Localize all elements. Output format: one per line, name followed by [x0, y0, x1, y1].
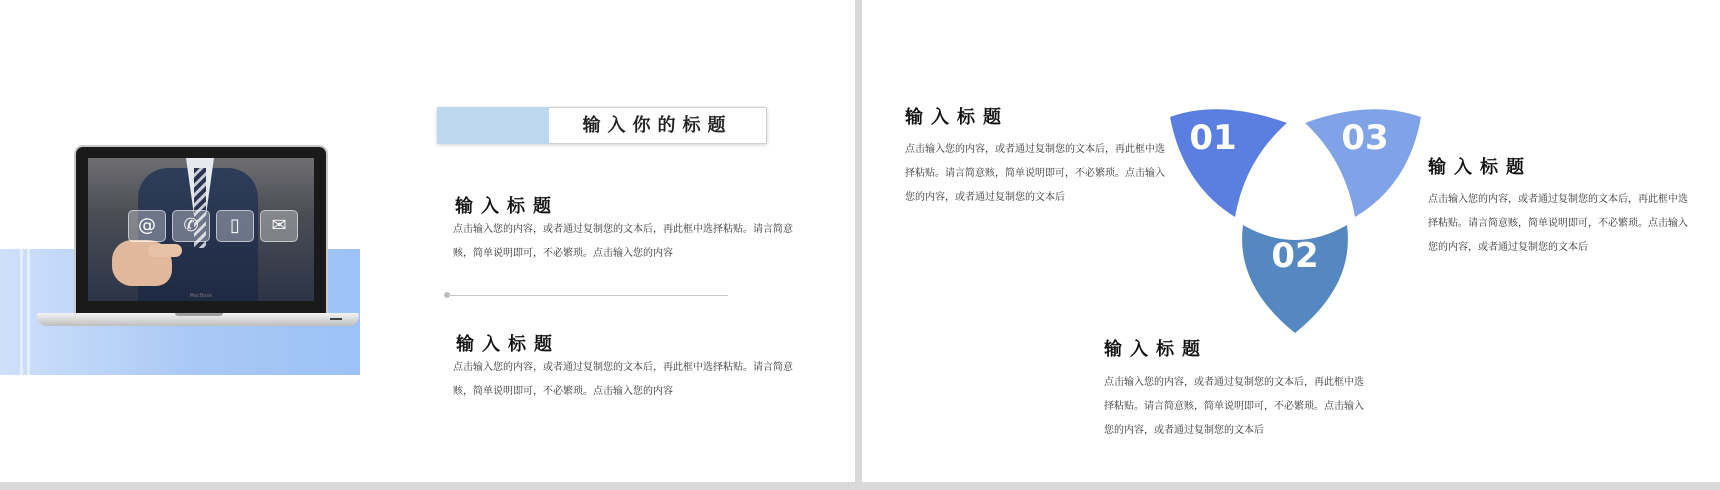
block-heading: 输入标题 [455, 196, 559, 217]
slide-title-box [437, 107, 767, 144]
band-stripe [27, 249, 30, 375]
band-stripe [20, 249, 23, 375]
petal-label-03: 03 [1341, 118, 1389, 158]
block-body: 点击输入您的内容，或者通过复制您的文本后，再此框中选择粘贴。请言简意赅，简单说明即可，不必繁琐。点击输入您的内容，或者通过复制您的文本后 [1104, 377, 1364, 436]
block-body: 点击输入您的内容，或者通过复制您的文本后，再此框中选择粘贴。请言简意赅，简单说明即可，不必繁琐。点击输入您的内容 [453, 224, 793, 259]
separator-line [448, 295, 728, 296]
block-heading: 输入标题 [1104, 339, 1208, 360]
at-icon: @ [128, 210, 166, 242]
block-body: 点击输入您的内容，或者通过复制您的文本后，再此框中选择粘贴。请言简意赅，简单说明即可，不必繁琐。点击输入您的内容 [453, 362, 793, 397]
block-heading: 输入标题 [905, 107, 1009, 128]
block-heading: 输入标题 [1428, 157, 1532, 178]
block-body: 点击输入您的内容，或者通过复制您的文本后，再此框中选择粘贴。请言简意赅，简单说明即可，不必繁琐。点击输入您的内容，或者通过复制您的文本后 [1428, 194, 1688, 253]
block-heading: 输入标题 [456, 334, 560, 355]
slide-left [0, 0, 855, 482]
petal-label-02: 02 [1271, 236, 1319, 276]
title-accent-block [437, 107, 549, 144]
laptop-brand: MacBook [189, 293, 213, 299]
slide-title: 输入你的标题 [549, 107, 767, 144]
laptop-foot [330, 318, 342, 320]
phone-icon: ✆ [172, 210, 210, 242]
tablet-icon: ▯ [216, 210, 254, 242]
block-body: 点击输入您的内容，或者通过复制您的文本后，再此框中选择粘贴。请言简意赅，简单说明即可，不必繁琐。点击输入您的内容，或者通过复制您的文本后 [905, 144, 1165, 203]
laptop-notch [175, 313, 223, 316]
pointing-finger [148, 244, 182, 257]
laptop-image [74, 145, 328, 315]
laptop-screen [88, 158, 314, 301]
mail-icon: ✉ [260, 210, 298, 242]
petal-label-01: 01 [1189, 118, 1237, 158]
three-petal-diagram [1165, 105, 1425, 335]
